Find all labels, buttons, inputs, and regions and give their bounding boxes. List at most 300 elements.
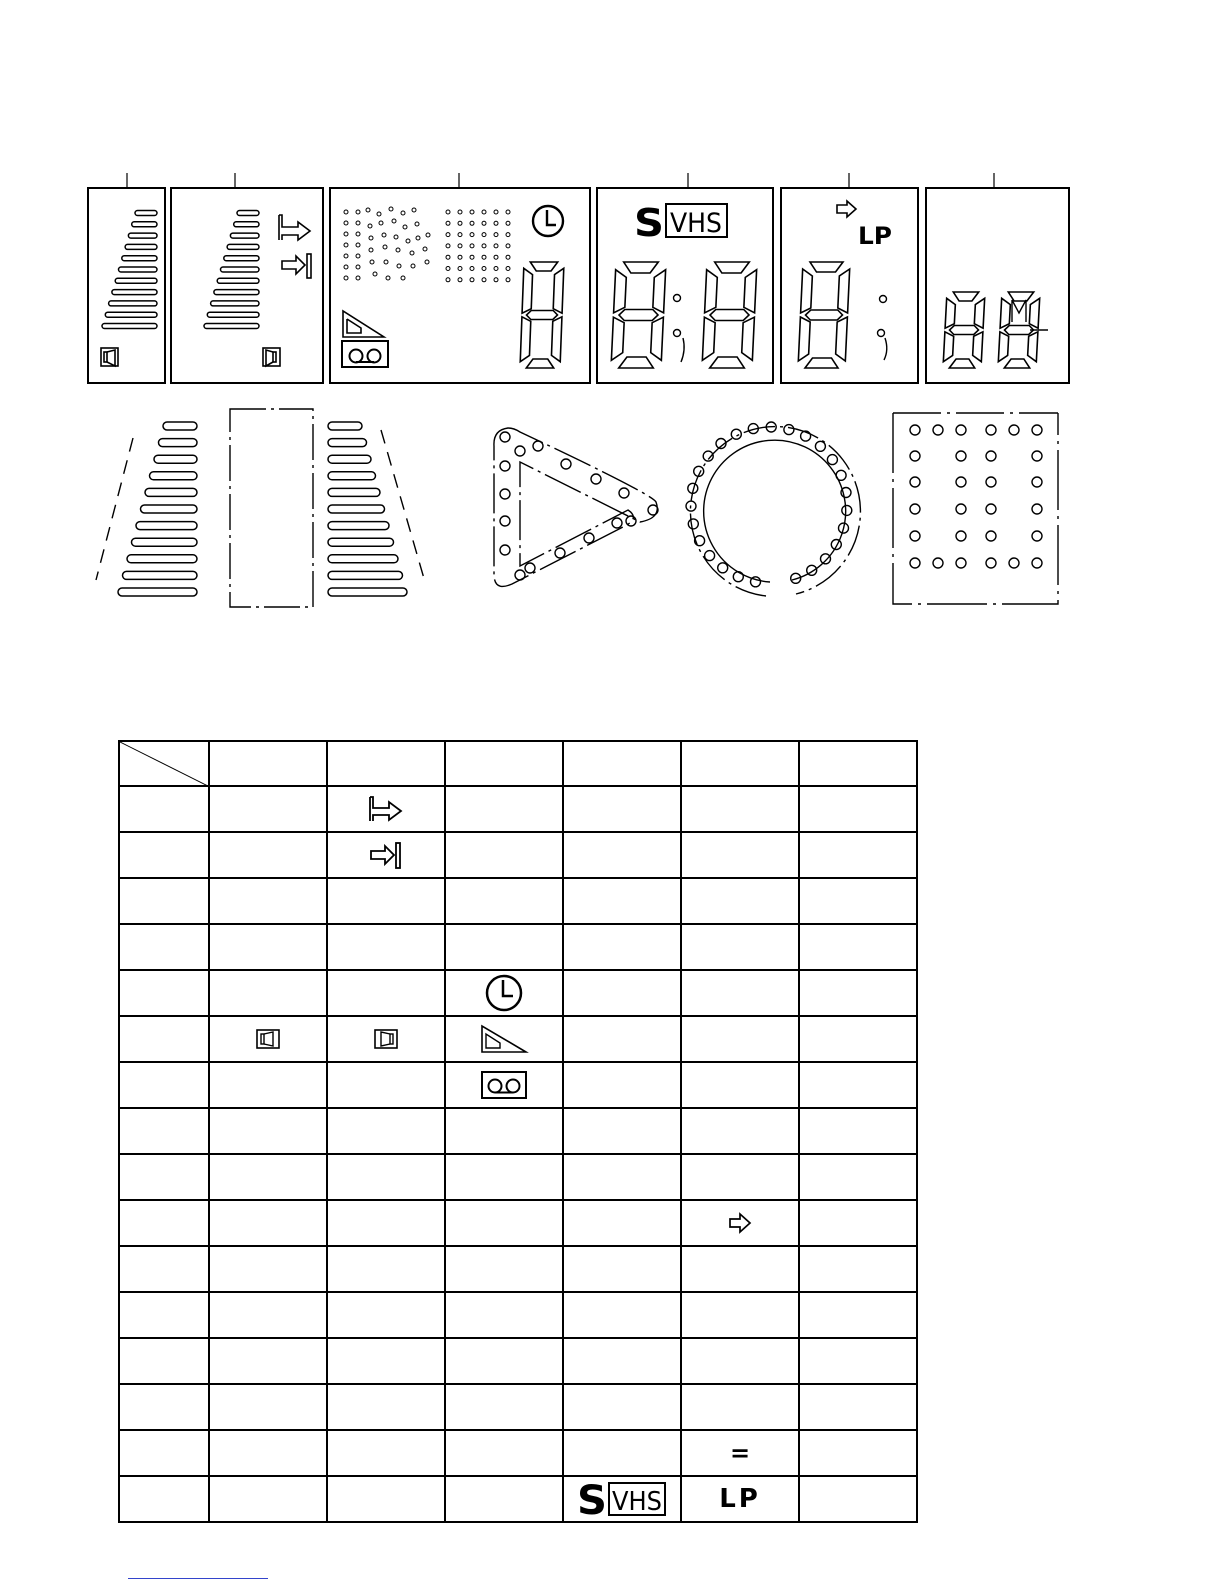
- table-cell: [209, 1062, 327, 1108]
- meter-bar: [125, 244, 157, 249]
- segment-assignment-table: [118, 740, 918, 1523]
- table-cell: [799, 970, 917, 1016]
- play-dot: [500, 516, 510, 526]
- play-triangle-detail: [494, 428, 657, 586]
- right-arrow-icon: [837, 201, 856, 217]
- matrix-dot: [494, 267, 498, 271]
- segment: [611, 317, 624, 360]
- segment: [806, 310, 843, 320]
- ring-dot: [836, 470, 846, 480]
- ring-dot: [705, 551, 715, 561]
- table-cell: [209, 1292, 327, 1338]
- table-cell: [119, 1338, 209, 1384]
- table-cell: [563, 1016, 681, 1062]
- meter-bar: [122, 256, 157, 261]
- table-header-cell: [327, 741, 445, 786]
- meter-bar-detail: [328, 522, 389, 530]
- table-cell: [681, 1062, 799, 1108]
- svhs-logo: [634, 201, 727, 245]
- matrix-dot: [446, 233, 450, 237]
- play-dot: [533, 441, 543, 451]
- matrix-dot: [470, 221, 474, 225]
- matrix-dot: [366, 208, 370, 212]
- eject-up-icon: [367, 794, 405, 824]
- table-cell: [563, 1338, 681, 1384]
- table-cell: [445, 1200, 563, 1246]
- table-cell: [209, 924, 327, 970]
- meter-bar: [204, 324, 259, 329]
- matrix-detail-dot: [910, 531, 920, 541]
- table-cell: [799, 1108, 917, 1154]
- ring-dot: [688, 519, 698, 529]
- play-dot: [584, 533, 594, 543]
- table-row: [119, 1016, 917, 1062]
- segment: [1008, 292, 1033, 301]
- matrix-dot: [506, 221, 510, 225]
- segment: [836, 317, 848, 361]
- meter-bar-detail: [141, 505, 198, 513]
- matrix-dot: [482, 233, 486, 237]
- table-row: [119, 970, 917, 1016]
- table-row: [119, 1246, 917, 1292]
- table-cell: [209, 970, 327, 1016]
- segment: [810, 262, 843, 272]
- table-cell: [563, 786, 681, 832]
- table-cell: [209, 878, 327, 924]
- segment: [619, 310, 658, 321]
- play-dot: [619, 488, 629, 498]
- table-cell: [799, 1338, 917, 1384]
- meter-bar: [115, 278, 157, 283]
- matrix-detail-dot: [1032, 451, 1042, 461]
- panel-3-digit: [520, 262, 564, 368]
- table-row: [119, 1108, 917, 1154]
- table-cell: [209, 1384, 327, 1430]
- meter-bar: [135, 211, 157, 216]
- matrix-dot: [383, 245, 387, 249]
- matrix-dot: [482, 221, 486, 225]
- panel-4-digit-1: [611, 262, 665, 368]
- meter-bar: [227, 244, 259, 249]
- table-cell: [209, 1200, 327, 1246]
- table-cell: [327, 970, 445, 1016]
- matrix-dot: [379, 221, 383, 225]
- matrix-dot: [344, 265, 348, 269]
- table-cell: [681, 832, 799, 878]
- matrix-detail-dot: [910, 504, 920, 514]
- matrix-detail-dot: [1009, 558, 1019, 568]
- meter-bar-detail: [150, 472, 198, 480]
- matrix-detail-dot: [986, 451, 996, 461]
- table-cell: [327, 1062, 445, 1108]
- table-row: [119, 1338, 917, 1384]
- table-corner-cell: [119, 741, 209, 786]
- table-cell: [563, 1384, 681, 1430]
- segment: [943, 332, 953, 362]
- ring-dot: [842, 505, 852, 515]
- lp-label: LP: [719, 1484, 761, 1514]
- matrix-dot: [482, 267, 486, 271]
- matrix-dot: [369, 236, 373, 240]
- ring-dot: [733, 572, 743, 582]
- meter-bar: [109, 301, 157, 306]
- segment: [624, 262, 659, 273]
- play-dot: [525, 563, 535, 573]
- table-row: [119, 1292, 917, 1338]
- matrix-dot: [344, 254, 348, 258]
- table-cell: [119, 924, 209, 970]
- matrix-detail-dot: [933, 558, 943, 568]
- matrix-dot: [506, 244, 510, 248]
- table-cell: [445, 1016, 563, 1062]
- matrix-dot: [373, 272, 377, 276]
- matrix-detail-dot: [956, 531, 966, 541]
- matrix-dot: [392, 219, 396, 223]
- table-header-row: [119, 741, 917, 786]
- matrix-dot: [446, 221, 450, 225]
- matrix-dot: [458, 210, 462, 214]
- matrix-dot: [470, 210, 474, 214]
- matrix-dot: [377, 212, 381, 216]
- matrix-detail-dots: [910, 425, 1042, 568]
- matrix-dot: [423, 247, 427, 251]
- table-cell: [119, 832, 209, 878]
- table-cell: [327, 1016, 445, 1062]
- ring-dot: [831, 540, 841, 550]
- panel-6-frame: [926, 188, 1069, 383]
- meter-bar-detail: [118, 588, 197, 596]
- table-row: [119, 1476, 917, 1522]
- table-cell: [445, 970, 563, 1016]
- table-cell: [119, 1062, 209, 1108]
- level-meter-detail: [118, 422, 407, 596]
- segment: [651, 317, 664, 360]
- table-cell: [119, 1384, 209, 1430]
- table-cell: [799, 1062, 917, 1108]
- segment: [742, 317, 755, 360]
- matrix-dot: [425, 260, 429, 264]
- table-cell: [799, 1200, 917, 1246]
- meter-bar: [112, 290, 157, 295]
- table-cell: [681, 1200, 799, 1246]
- table-header-cell: [799, 741, 917, 786]
- meter-bar-detail: [328, 488, 380, 496]
- eject-up-icon: [279, 215, 310, 240]
- table-cell: [681, 1430, 799, 1476]
- matrix-dot: [446, 210, 450, 214]
- meter-bar-detail: [145, 488, 197, 496]
- lp-indicator: LP: [858, 222, 892, 250]
- table-cell: [681, 1338, 799, 1384]
- matrix-dot: [344, 243, 348, 247]
- clock-icon: [533, 206, 563, 236]
- table-cell: [799, 1016, 917, 1062]
- segment: [619, 357, 654, 368]
- table-cell: [209, 1016, 327, 1062]
- seven-segment-digits: [520, 262, 1039, 368]
- svhs-logo: [576, 1480, 668, 1518]
- play-dot: [591, 474, 601, 484]
- meter-bar-detail: [163, 422, 197, 430]
- meter-bar: [237, 211, 259, 216]
- table-cell: [119, 1016, 209, 1062]
- table-header-cell: [563, 741, 681, 786]
- table-cell: [799, 1430, 917, 1476]
- matrix-dot: [470, 278, 474, 282]
- matrix-detail-dot: [1032, 504, 1042, 514]
- table-cell: [445, 1384, 563, 1430]
- segment: [1000, 298, 1010, 328]
- matrix-dot: [458, 233, 462, 237]
- dot-matrix-field: [344, 207, 510, 282]
- table-cell: [209, 1338, 327, 1384]
- matrix-dot: [506, 233, 510, 237]
- speaker-right-icon: [373, 1028, 399, 1050]
- panel-5-colon-dots: [878, 296, 887, 361]
- table-header-cell: [445, 741, 563, 786]
- meter-bar: [224, 256, 259, 261]
- table-cell: [799, 832, 917, 878]
- matrix-detail-dot: [1032, 477, 1042, 487]
- segment: [614, 270, 627, 313]
- table-cell: [445, 1292, 563, 1338]
- table-cell: [119, 1292, 209, 1338]
- play-dot: [612, 518, 622, 528]
- matrix-dot: [403, 225, 407, 229]
- table-cell: [209, 1108, 327, 1154]
- ring-dot: [815, 441, 825, 451]
- table-cell: [209, 832, 327, 878]
- colon-icon: =: [729, 1438, 751, 1467]
- matrix-dot: [482, 244, 486, 248]
- matrix-detail-dot: [956, 425, 966, 435]
- segment: [945, 298, 955, 328]
- segment: [530, 262, 557, 271]
- segment: [527, 311, 558, 320]
- segment: [653, 270, 666, 313]
- matrix-detail-dot: [956, 451, 966, 461]
- table-cell: [445, 1476, 563, 1522]
- table-cell: [799, 1246, 917, 1292]
- table-row: [119, 832, 917, 878]
- matrix-dot: [401, 211, 405, 215]
- table-cell: [445, 924, 563, 970]
- table-cell: [445, 1062, 563, 1108]
- matrix-dot: [482, 210, 486, 214]
- matrix-dot: [356, 210, 360, 214]
- table-cell: [119, 786, 209, 832]
- svg-text:S: S: [634, 201, 664, 245]
- meter-bar-detail: [132, 538, 198, 546]
- colon-indicator: [674, 295, 685, 363]
- segment: [974, 298, 984, 328]
- matrix-dot: [426, 233, 430, 237]
- matrix-dot: [506, 278, 510, 282]
- segment: [1005, 326, 1034, 335]
- ring-dot: [827, 455, 837, 465]
- table-cell: [209, 1430, 327, 1476]
- table-cell: [209, 786, 327, 832]
- table-cell: [563, 1430, 681, 1476]
- matrix-dot: [494, 255, 498, 259]
- speaker-left-icon: [101, 348, 118, 366]
- right-arrow-icon: [727, 1212, 753, 1234]
- meter-bar-detail: [328, 538, 394, 546]
- matrix-dot: [397, 264, 401, 268]
- cassette-icon: [342, 341, 388, 367]
- table-cell: [327, 1154, 445, 1200]
- table-cell: [445, 878, 563, 924]
- matrix-detail-dot: [986, 425, 996, 435]
- table-cell: [327, 924, 445, 970]
- meter-bar: [132, 222, 157, 227]
- meter-bar: [230, 233, 259, 238]
- svg-text:S: S: [577, 1480, 607, 1518]
- play-dot: [555, 548, 565, 558]
- table-cell: [445, 1154, 563, 1200]
- meter-bar-detail: [328, 439, 367, 447]
- matrix-dot: [494, 244, 498, 248]
- table-row: [119, 878, 917, 924]
- table-cell: [563, 1292, 681, 1338]
- matrix-dot: [356, 254, 360, 258]
- svg-text:VHS: VHS: [612, 1487, 662, 1517]
- ring-dot: [751, 577, 761, 587]
- table-header-cell: [209, 741, 327, 786]
- matrix-dot: [344, 221, 348, 225]
- footer-link-underline: [128, 1578, 268, 1579]
- matrix-dot: [394, 235, 398, 239]
- table-cell: [327, 1430, 445, 1476]
- table-cell: [445, 832, 563, 878]
- matrix-dot: [356, 232, 360, 236]
- table-cell: [799, 924, 917, 970]
- table-row: [119, 1200, 917, 1246]
- table-cell: [563, 1476, 681, 1522]
- matrix-dot: [494, 221, 498, 225]
- matrix-dot: [470, 267, 474, 271]
- table-cell: [681, 1016, 799, 1062]
- matrix-dot: [411, 264, 415, 268]
- meter-bar: [105, 312, 157, 317]
- segment: [526, 359, 553, 368]
- matrix-detail-dot: [986, 504, 996, 514]
- meter-bar: [221, 267, 260, 272]
- matrix-dot: [458, 278, 462, 282]
- play-dot: [626, 516, 636, 526]
- matrix-detail-dot: [1032, 531, 1042, 541]
- ring-dot: [784, 425, 794, 435]
- left-level-meter-bars: [102, 211, 157, 329]
- table-cell: [119, 1108, 209, 1154]
- table-cell: [563, 1108, 681, 1154]
- matrix-detail-dot: [1032, 425, 1042, 435]
- table-cell: [799, 1154, 917, 1200]
- table-cell: [799, 1384, 917, 1430]
- segment: [710, 357, 745, 368]
- matrix-dot: [494, 233, 498, 237]
- matrix-dot: [412, 208, 416, 212]
- matrix-dot: [356, 221, 360, 225]
- panel-tick-marks: [127, 173, 994, 187]
- table-header-cell: [681, 741, 799, 786]
- table-cell: [327, 1108, 445, 1154]
- segment: [551, 317, 561, 362]
- meter-bar-detail: [328, 588, 407, 596]
- table-cell: [681, 1246, 799, 1292]
- segment: [715, 262, 750, 273]
- play-triangle-dots: [500, 432, 658, 580]
- meter-bar: [119, 267, 158, 272]
- meter-bar-detail: [328, 505, 385, 513]
- meter-bar: [128, 233, 157, 238]
- table-cell: [445, 1108, 563, 1154]
- matrix-dot: [369, 248, 373, 252]
- matrix-dot: [416, 236, 420, 240]
- table-cell: [799, 786, 917, 832]
- matrix-dot: [386, 276, 390, 280]
- matrix-dot: [356, 265, 360, 269]
- segment: [801, 269, 813, 313]
- matrix-detail-frame: [893, 413, 1058, 604]
- matrix-dot: [370, 260, 374, 264]
- matrix-dot: [389, 207, 393, 211]
- panel-2-frame: [171, 188, 323, 383]
- table-cell: [563, 1154, 681, 1200]
- matrix-dot: [482, 255, 486, 259]
- table-cell: [209, 1246, 327, 1292]
- arrow-to-bar-icon: [368, 840, 404, 870]
- table-cell: [563, 832, 681, 878]
- panel-1-frame: [88, 188, 165, 383]
- table-cell: [681, 1154, 799, 1200]
- matrix-dot: [506, 267, 510, 271]
- table-cell: [209, 1154, 327, 1200]
- meter-bar-detail: [328, 555, 398, 563]
- meter-bar-detail: [136, 522, 197, 530]
- segment: [702, 317, 715, 360]
- table-cell: [445, 1430, 563, 1476]
- level-meter-dashed-guides: [96, 430, 425, 582]
- table-row: [119, 1430, 917, 1476]
- table-cell: [327, 878, 445, 924]
- matrix-dot: [344, 210, 348, 214]
- table-cell: [327, 1246, 445, 1292]
- meter-bar: [234, 222, 259, 227]
- table-cell: [327, 1338, 445, 1384]
- table-cell: [209, 1476, 327, 1522]
- matrix-detail-dot: [986, 477, 996, 487]
- matrix-dot: [446, 267, 450, 271]
- panel-6-digit-1: [943, 292, 984, 368]
- play-dot: [500, 489, 510, 499]
- table-cell: [799, 1292, 917, 1338]
- matrix-dot: [494, 210, 498, 214]
- meter-bar-detail: [328, 472, 376, 480]
- table-row: [119, 1154, 917, 1200]
- matrix-dot: [368, 224, 372, 228]
- matrix-dot: [410, 251, 414, 255]
- segment: [953, 292, 978, 301]
- segment: [522, 268, 532, 313]
- matrix-detail-dot: [956, 558, 966, 568]
- matrix-dot: [482, 278, 486, 282]
- clock-icon: [483, 972, 525, 1014]
- segment: [838, 269, 850, 313]
- matrix-dot: [458, 255, 462, 259]
- matrix-dot: [506, 210, 510, 214]
- matrix-dot: [406, 239, 410, 243]
